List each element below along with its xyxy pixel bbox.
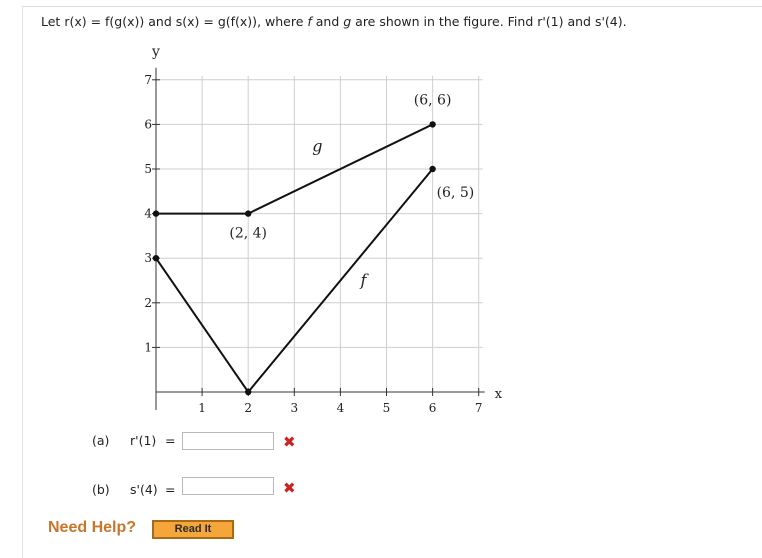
x-tick-label: 1	[198, 401, 206, 415]
equals-sign: =	[165, 433, 176, 448]
s-prime-4-label: s'(4)	[130, 482, 158, 497]
y-tick-label: 2	[144, 295, 152, 310]
point-annotation: (6, 6)	[413, 92, 452, 109]
question-text: Let r(x) = f(g(x)) and s(x) = g(f(x)), where f and g are shown in the figure. Find r'(1) and s'(4).	[41, 14, 627, 29]
r-prime-1-label: r'(1)	[130, 433, 157, 448]
equals-sign: =	[165, 482, 176, 497]
x-tick-label: 7	[474, 401, 483, 415]
series-g-point	[429, 121, 435, 127]
y-tick-label: 5	[144, 162, 152, 176]
series-f-point	[429, 166, 435, 172]
need-help-label: Need Help?	[48, 519, 137, 536]
series-f-point	[245, 389, 251, 395]
point-annotation: (2, 4)	[229, 225, 268, 242]
series-f-label: f	[360, 270, 367, 290]
y-tick-label: 3	[144, 251, 152, 266]
y-tick-label: 4	[144, 206, 152, 221]
series-g-label: g	[312, 136, 323, 156]
x-tick-label: 3	[290, 401, 299, 415]
x-tick-label: 2	[244, 401, 253, 415]
series-g-point	[245, 210, 251, 216]
series-f-point	[153, 255, 159, 261]
y-tick-label: 7	[144, 72, 152, 87]
x-tick-label: 6	[428, 401, 437, 415]
read-it-button[interactable]	[152, 520, 234, 539]
y-axis-label: y	[152, 43, 160, 60]
x-tick-label: 5	[382, 401, 391, 415]
s-prime-4-input[interactable]	[182, 477, 274, 495]
x-axis-label: x	[494, 387, 503, 402]
part-a-label: (a)	[92, 433, 110, 448]
r-prime-1-input[interactable]	[182, 432, 274, 450]
y-tick-label: 1	[144, 340, 152, 355]
y-tick-label: 6	[144, 117, 152, 132]
wrong-icon: ✖	[283, 433, 296, 451]
part-b-label: (b)	[92, 482, 110, 497]
wrong-icon: ✖	[283, 479, 296, 497]
point-annotation: (6, 5)	[436, 185, 475, 201]
x-tick-label: 4	[336, 401, 345, 415]
read-it-label: Read It	[174, 523, 212, 535]
series-g-point	[153, 210, 159, 216]
